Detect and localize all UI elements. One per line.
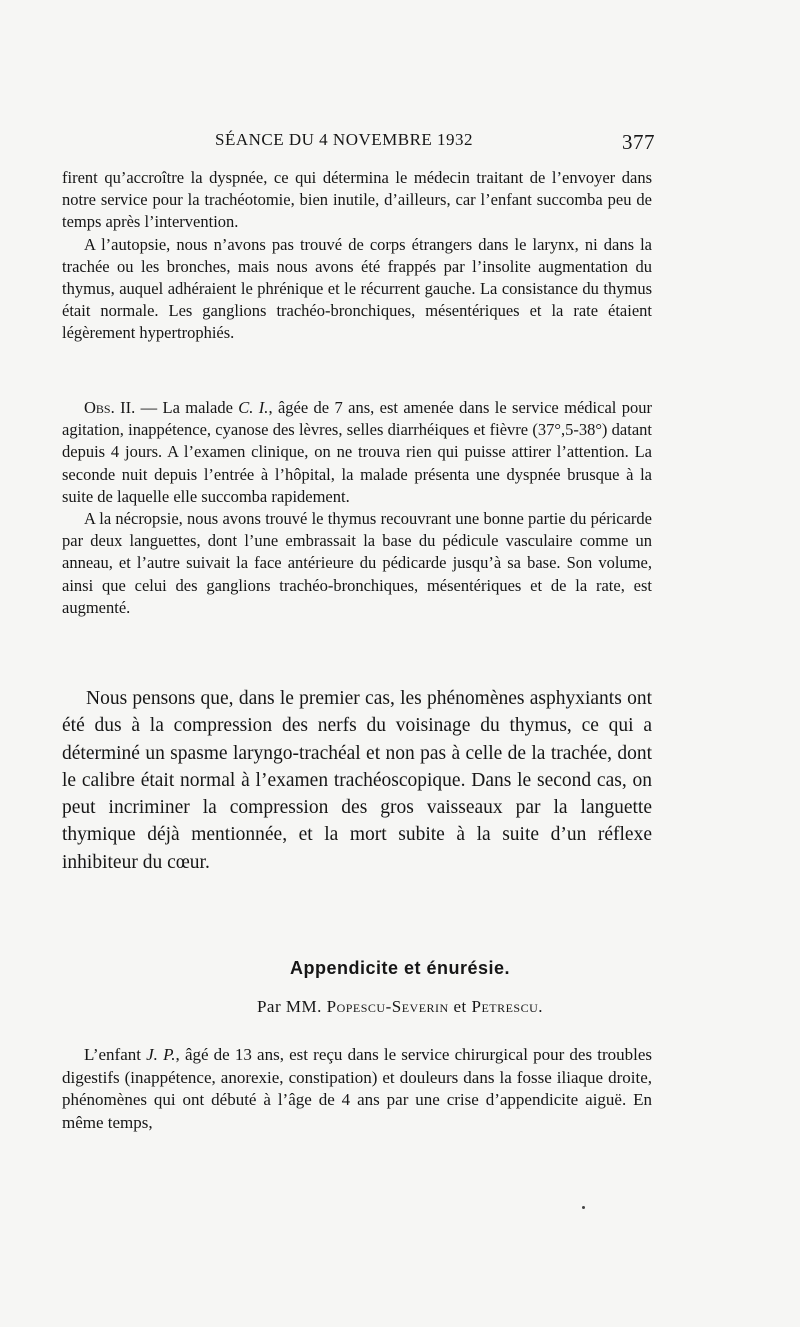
- running-title: SÉANCE DU 4 NOVEMBRE 1932: [215, 130, 474, 149]
- paragraph-autopsy: A l’autopsie, nous n’avons pas trouvé de corps étrangers dans le larynx, ni dans la trachée ou les bronches, mais nous avons été frappés par l’insolite augmentation du thymus, auquel adhéraient le phrénique et le récurrent gauche. La consistance du thymus était normale. Les ganglions trachéo-bronchiques, mésentériques et la rate étaient légèrement hypertrophiés.: [62, 234, 652, 343]
- author-popescu-severin: Popescu-Severin: [326, 997, 449, 1016]
- obs-label: Obs. II.: [84, 398, 136, 417]
- running-header: [215, 130, 655, 154]
- paper-speck: [582, 1206, 585, 1209]
- author-petrescu: Petrescu: [471, 997, 539, 1016]
- patient-initials: C. I.: [238, 398, 269, 417]
- article-title: Appendicite et énurésie.: [289, 958, 511, 978]
- intro-start: L’enfant: [84, 1045, 147, 1064]
- page-number: 377: [622, 130, 655, 154]
- patient-initials-jp: J. P.: [146, 1045, 176, 1064]
- byline-suffix: .: [538, 997, 544, 1016]
- observation-two: [62, 397, 652, 619]
- paragraph-necropsy: A la nécropsie, nous avons trouvé le thymus recouvrant une bonne partie du péricarde par deux languettes, dont l’une embrassait la base du pédicule vasculaire comme un anneau, et l’autre suivait la face antérieure du pédicarde jusqu’à sa base. Son volume, ainsi que celui des ganglions trachéo-bronchiques, mésentériques et de la rate, est augmenté.: [62, 509, 652, 617]
- paragraph-article-intro: [62, 1044, 652, 1134]
- obs-dash: — La malade: [135, 398, 239, 417]
- byline-prefix: Par MM.: [256, 997, 327, 1016]
- article-body: [62, 1044, 652, 1134]
- obs-text: , âgée de 7 ans, est amenée dans le service médical pour agitation, inappétence, cyanose des lèvres, selles diarrhéiques et fièvre (37°,5-38°) datant depuis 4 jours. A l’examen clinique, on ne trouva rien qui puisse attirer l’attention. La seconde nuit depuis l’entrée à l’hôpital, la malade présenta une dyspnée brusque à la suite de laquelle elle succomba rapidement.: [62, 398, 652, 506]
- intro-text: , âgé de 13 ans, est reçu dans le service chirurgical pour des troubles digestifs (inappétence, anorexie, constipation) et douleurs dans la fosse iliaque droite, phénomènes qui ont débuté à l’âge de 4 ans par une crise d’appendicite aiguë. En même temps,: [62, 1045, 652, 1132]
- paragraph-conclusion: Nous pensons que, dans le premier cas, les phénomènes asphyxiants ont été dus à la compression des nerfs du voisinage du thymus, ce qui a déterminé un spasme laryngo-trachéal et non pas à celle de la trachée, dont le calibre était normal à l’examen trachéoscopique. Dans le second cas, on peut incriminer la compression des gros vaisseaux par la languette thymique déjà mentionnée, et la mort subite à la suite d’un réflexe inhibiteur du cœur.: [62, 688, 652, 873]
- byline-and: et: [448, 997, 472, 1016]
- article-byline: [0, 997, 800, 1017]
- conclusion-block: [62, 685, 652, 876]
- paragraph-dyspnea: firent qu’accroître la dyspnée, ce qui détermina le médecin traitant de l’envoyer dans notre service pour la trachéotomie, bien inutile, d’ailleurs, car l’enfant succomba peu de temps après l’intervention.: [62, 168, 652, 232]
- paragraph-obs-two: [62, 397, 652, 508]
- observation-one-continuation: [62, 167, 652, 345]
